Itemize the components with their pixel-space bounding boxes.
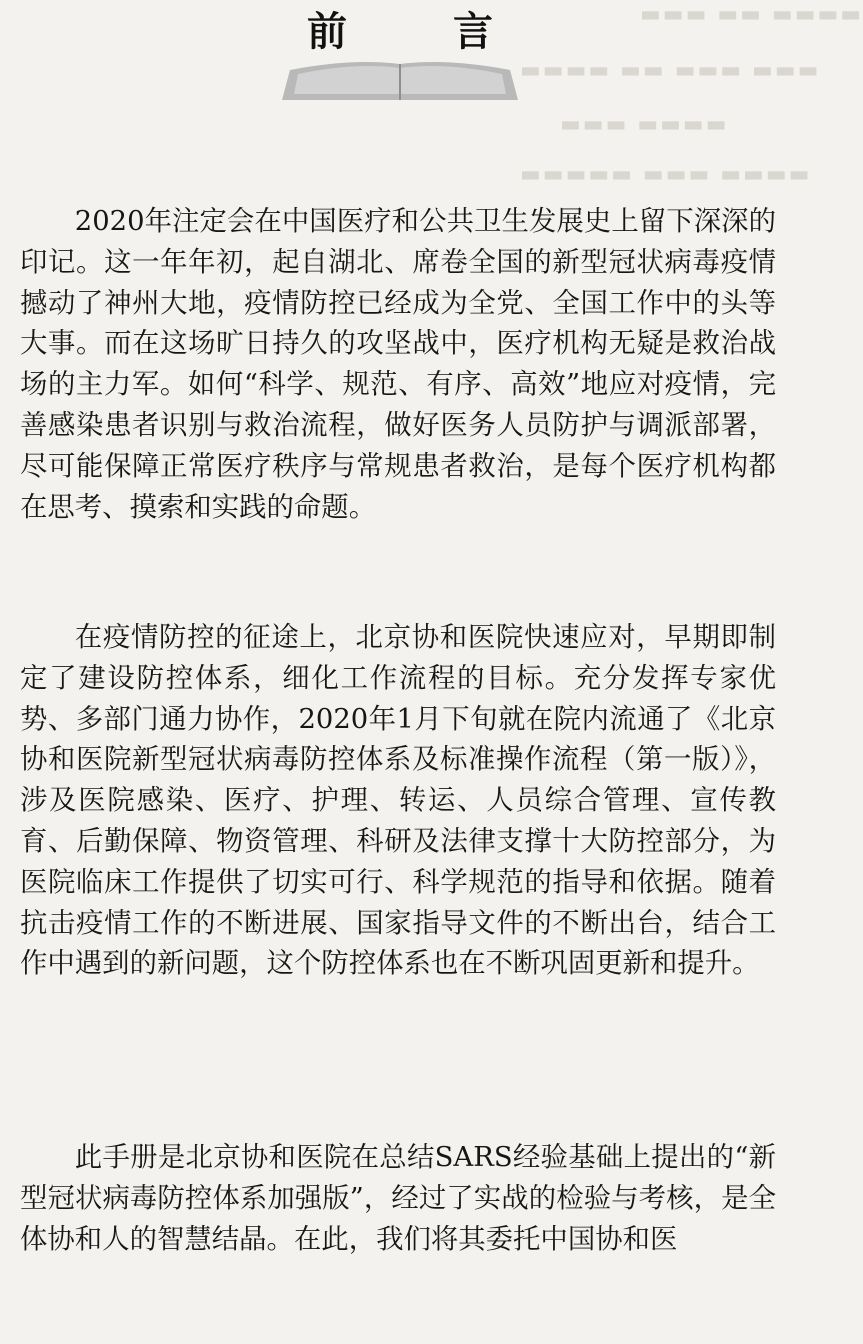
bleed-through-shadow: ▬▬▬▬ ▬▬ ▬▬▬ ▬▬▬	[520, 58, 821, 83]
open-book-icon	[282, 60, 518, 102]
bleed-through-shadow: ▬▬▬ ▬▬▬▬	[560, 112, 729, 137]
bleed-through-shadow: ▬▬▬ ▬▬ ▬▬▬▬	[640, 2, 863, 27]
bleed-through-shadow: ▬▬▬▬▬ ▬▬▬ ▬▬▬▬	[520, 162, 812, 187]
paragraph: 2020年注定会在中国医疗和公共卫生发展史上留下深深的印记。这一年年初，起自湖北、席卷全国的新型冠状病毒疫情撼动了神州大地，疫情防控已经成为全党、全国工作中的头等大事。而在这场旷日持久的攻坚战中，医疗机构无疑是救治战场的主力军。如何“科学、规范、有序、高效”地应对疫情，完善感染患者识别与救治流程，做好医务人员防护与调派部署，尽可能保障正常医疗秩序与常规患者救治，是每个医疗机构都在思考、摸索和实践的命题。	[20, 206, 776, 523]
paragraph: 此手册是北京协和医院在总结SARS经验基础上提出的“新型冠状病毒防控体系加强版”，经过了实战的检验与考核，是全体协和人的智慧结晶。在此，我们将其委托中国协和医	[20, 1142, 776, 1255]
page-title: 前 言	[307, 8, 539, 55]
paragraph: 在疫情防控的征途上，北京协和医院快速应对，早期即制定了建设防控体系，细化工作流程的目标。充分发挥专家优势、多部门通力协作，2020年1月下旬就在院内流通了《北京协和医院新型冠状病毒防控体系及标准操作流程（第一版）》，涉及医院感染、医疗、护理、转运、人员综合管理、宣传教育、后勤保障、物资管理、科研及法律支撑十大防控部分，为医院临床工作提供了切实可行、科学规范的指导和依据。随着抗击疫情工作的不断进展、国家指导文件的不断出台，结合工作中遇到的新问题，这个防控体系也在不断巩固更新和提升。	[20, 622, 776, 980]
